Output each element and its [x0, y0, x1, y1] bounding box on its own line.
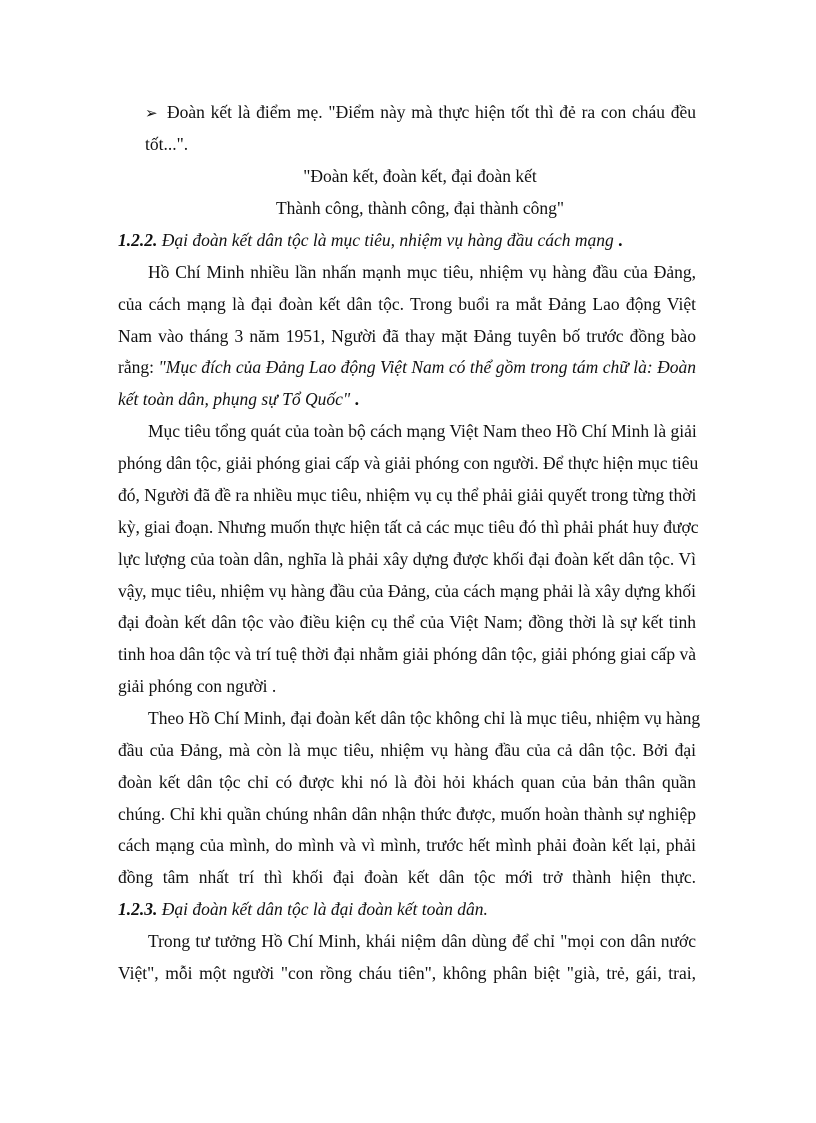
bullet-line-2: tốt...".	[145, 134, 189, 154]
bullet-text: Đoàn kết là điểm mẹ. "Điểm này mà thực hiện tốt thì đẻ ra con cháu đều	[167, 102, 696, 122]
para1-line-4-plain: rằng:	[118, 357, 159, 377]
heading-number: 1.2.3.	[118, 899, 158, 919]
para2-line-9: giải phóng con người .	[118, 676, 277, 696]
para4-line-1: Trong tư tưởng Hồ Chí Minh, khái niệm dân dùng để chỉ "mọi con dân nước	[148, 931, 696, 951]
heading-title: Đại đoàn kết dân tộc là đại đoàn kết toàn dân.	[157, 899, 488, 919]
para4-line-2: Việt", mỗi một người "con rồng cháu tiên", không phân biệt "già, trẻ, gái, trai,	[118, 963, 696, 983]
para1-line-4	[118, 356, 696, 380]
section-heading-1-2-3	[118, 898, 696, 922]
para3-line-5: cách mạng của mình, do mình và vì mình, trước hết mình phải đoàn kết lại, phải	[118, 835, 696, 855]
para2-line-1: Mục tiêu tổng quát của toàn bộ cách mạng Việt Nam theo Hồ Chí Minh là giải	[148, 421, 697, 441]
heading-number: 1.2.2.	[118, 230, 158, 250]
arrow-bullet-icon: ➢	[145, 104, 158, 122]
para2-line-6: vậy, mục tiêu, nhiệm vụ hàng đầu của Đảng, của cách mạng phải là xây dựng khối	[118, 581, 696, 601]
para1-tail: .	[350, 389, 359, 409]
section-heading-1-2-2	[118, 229, 696, 253]
para1-line-1: Hồ Chí Minh nhiều lần nhấn mạnh mục tiêu, nhiệm vụ hàng đầu của Đảng,	[148, 262, 696, 282]
bullet-line-1	[118, 101, 696, 125]
para1-line-5	[118, 388, 696, 412]
para2-line-2: phóng dân tộc, giải phóng giai cấp và giải phóng con người. Để thực hiện mục tiêu	[118, 453, 699, 473]
heading-title: Đại đoàn kết dân tộc là mục tiêu, nhiệm vụ hàng đầu cách mạng	[157, 230, 614, 250]
para2-line-3: đó, Người đã đề ra nhiều mục tiêu, nhiệm vụ cụ thể phải giải quyết trong từng thời	[118, 485, 697, 505]
para1-quote-start: "Mục đích của Đảng Lao động Việt Nam có thể gồm trong tám chữ là: Đoàn	[158, 357, 696, 377]
para1-quote-end: kết toàn dân, phụng sự Tổ Quốc"	[118, 389, 351, 409]
para2-line-7: đại đoàn kết dân tộc vào điều kiện cụ thể của Việt Nam; đồng thời là sự kết tinh	[118, 612, 696, 632]
para2-line-5: lực lượng của toàn dân, nghĩa là phải xây dựng được khối đại đoàn kết dân tộc. Vì	[118, 549, 696, 569]
para3-line-3: đoàn kết dân tộc chỉ có được khi nó là đòi hỏi khách quan của bản thân quần	[118, 772, 696, 792]
para3-line-6: đồng tâm nhất trí thì khối đại đoàn kết dân tộc mới trở thành hiện thực.	[118, 867, 696, 887]
poem-line-2: Thành công, thành công, đại thành công"	[275, 198, 565, 218]
para2-line-4: kỳ, giai đoạn. Nhưng muốn thực hiện tất cả các mục tiêu đó thì phải phát huy được	[118, 517, 699, 537]
para3-line-1: Theo Hồ Chí Minh, đại đoàn kết dân tộc không chỉ là mục tiêu, nhiệm vụ hàng	[148, 708, 701, 728]
para3-line-4: chúng. Chỉ khi quần chúng nhân dân nhận thức được, muốn hoàn thành sự nghiệp	[118, 804, 696, 824]
para1-line-2: của cách mạng là đại đoàn kết dân tộc. Trong buổi ra mắt Đảng Lao động Việt	[118, 294, 696, 314]
para3-line-2: đầu của Đảng, mà còn là mục tiêu, nhiệm vụ hàng đầu của cả dân tộc. Bởi đại	[118, 740, 696, 760]
para2-line-8: tinh hoa dân tộc và trí tuệ thời đại nhằm giải phóng dân tộc, giải phóng giai cấp và	[118, 644, 696, 664]
heading-tail: .	[613, 230, 623, 250]
poem-line-1: "Đoàn kết, đoàn kết, đại đoàn kết	[303, 166, 537, 186]
para1-line-3: Nam vào tháng 3 năm 1951, Người đã thay mặt Đảng tuyên bố trước đồng bào	[118, 326, 696, 346]
